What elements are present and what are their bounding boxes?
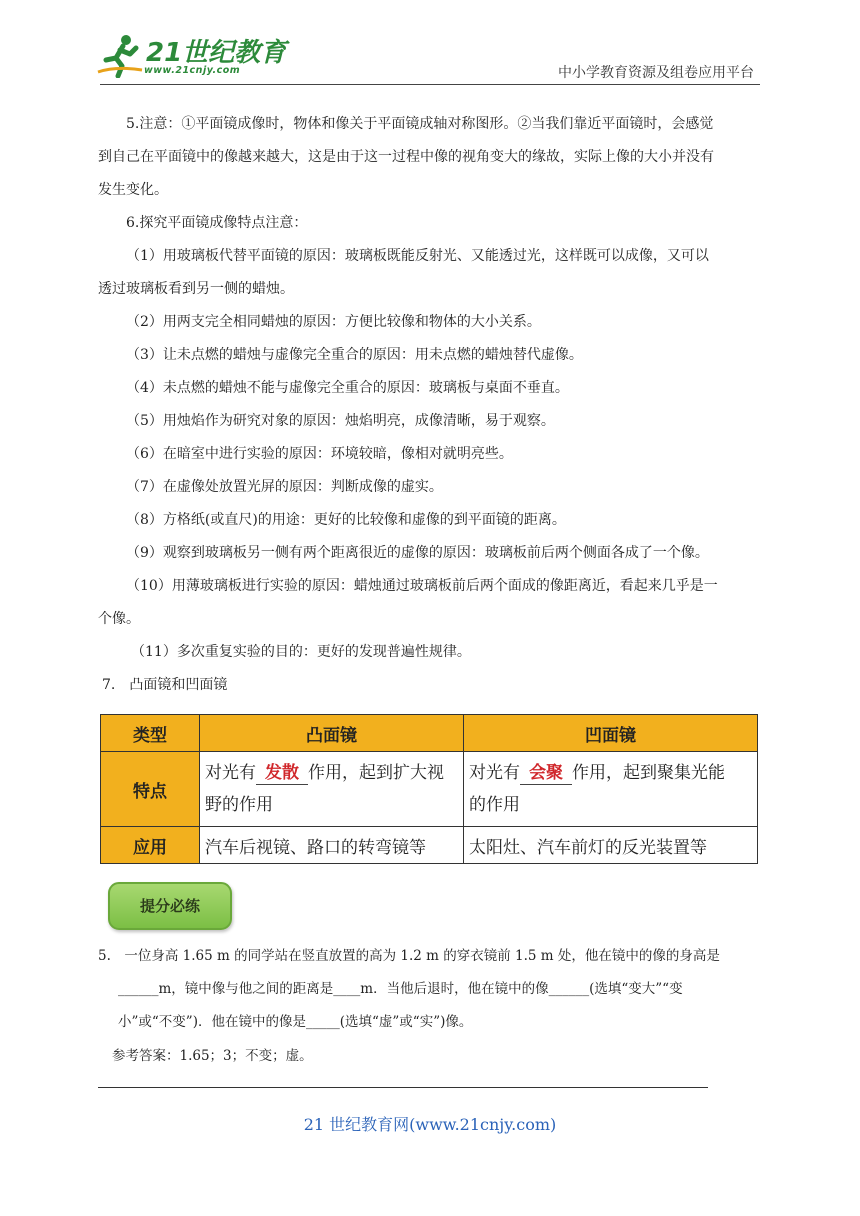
list-item: （6）在暗室中进行实验的原因：环境较暗，像相对就明亮些。 — [126, 446, 513, 462]
question-line: ______m，镜中像与他之间的距离是____m．当他后退时，他在镜中的像______(选填“变大”“变 — [118, 981, 683, 997]
table-row — [101, 752, 758, 827]
cell-concave-application: 太阳灶、汽车前灯的反光装置等 — [464, 827, 758, 864]
note-5-line1: 5.注意：①平面镜成像时，物体和像关于平面镜成轴对称图形。②当我们靠近平面镜时，会感觉 — [126, 116, 714, 132]
logo-text: 21世纪教育 — [146, 38, 287, 68]
document-body — [98, 108, 762, 702]
note-5-line2: 到自己在平面镜中的像越来越大，这是由于这一过程中像的视角变大的缘故，实际上像的大小并没有 — [98, 149, 714, 165]
page-header — [0, 0, 860, 95]
list-item: （8）方格纸(或直尺)的用途：更好的比较像和虚像的到平面镜的距离。 — [126, 512, 566, 528]
question-line: 小”或“不变”)．他在镜中的像是_____(选填“虚”或“实”)像。 — [118, 1014, 473, 1030]
header-type: 类型 — [101, 715, 200, 752]
logo[interactable] — [96, 32, 287, 80]
list-item: （9）观察到玻璃板另一侧有两个距离很近的虚像的原因：玻璃板前后两个侧面各成了一个像。 — [126, 545, 709, 561]
list-item: （10）用薄玻璃板进行实验的原因：蜡烛通过玻璃板前后两个面成的像距离近，看起来几乎是一 — [126, 578, 718, 594]
running-man-icon — [96, 32, 146, 78]
question-line: 5. 一位身高 1.65 m 的同学站在竖直放置的高为 1.2 m 的穿衣镜前 1.5 m 处，他在镜中的像的身高是 — [98, 948, 720, 964]
section-7-title: 7. 凸面镜和凹面镜 — [102, 677, 228, 693]
list-item: 个像。 — [98, 611, 140, 627]
site-tagline: 中小学教育资源及组卷应用平台 — [558, 65, 754, 81]
note-5-line3: 发生变化。 — [98, 182, 168, 198]
footer-link[interactable]: 21 世纪教育网(www.21cnjy.com) — [303, 1115, 557, 1134]
row-label-feature: 特点 — [101, 752, 200, 827]
list-item: （2）用两支完全相同蜡烛的原因：方便比较像和物体的大小关系。 — [126, 314, 541, 330]
cell-concave-feature: 对光有 会聚 作用，起到聚集光能 的作用 — [464, 752, 758, 827]
list-item: （7）在虚像处放置光屏的原因：判断成像的虚实。 — [126, 479, 443, 495]
list-item: （5）用烛焰作为研究对象的原因：烛焰明亮，成像清晰，易于观察。 — [126, 413, 555, 429]
header-concave: 凹面镜 — [464, 715, 758, 752]
list-item: （4）未点燃的蜡烛不能与虚像完全重合的原因：玻璃板与桌面不垂直。 — [126, 380, 569, 396]
table-row — [101, 827, 758, 864]
list-item: （3）让未点燃的蜡烛与虚像完全重合的原因：用未点燃的蜡烛替代虚像。 — [126, 347, 583, 363]
header-convex: 凸面镜 — [200, 715, 464, 752]
cell-convex-feature: 对光有 发散 作用，起到扩大视 野的作用 — [200, 752, 464, 827]
mirror-comparison-table — [100, 714, 758, 864]
practice-question — [98, 940, 762, 1073]
table-header-row — [101, 715, 758, 752]
answer-blank: 发散 — [256, 762, 308, 785]
reference-answer: 参考答案：1.65；3；不变；虚。 — [112, 1048, 313, 1064]
section-6-title: 6.探究平面镜成像特点注意： — [126, 215, 308, 231]
header-divider — [100, 84, 760, 85]
row-label-application: 应用 — [101, 827, 200, 864]
cell-convex-application: 汽车后视镜、路口的转弯镜等 — [200, 827, 464, 864]
list-item: （1）用玻璃板代替平面镜的原因：玻璃板既能反射光、又能透过光，这样既可以成像，又可以 — [126, 248, 709, 264]
practice-badge: 提分必练 — [108, 882, 232, 930]
list-item: 透过玻璃板看到另一侧的蜡烛。 — [98, 281, 294, 297]
logo-url: www.21cnjy.com — [144, 65, 241, 76]
answer-blank: 会聚 — [520, 762, 572, 785]
list-item: （11）多次重复实验的目的：更好的发现普遍性规律。 — [131, 644, 471, 660]
footer-divider — [98, 1087, 708, 1088]
